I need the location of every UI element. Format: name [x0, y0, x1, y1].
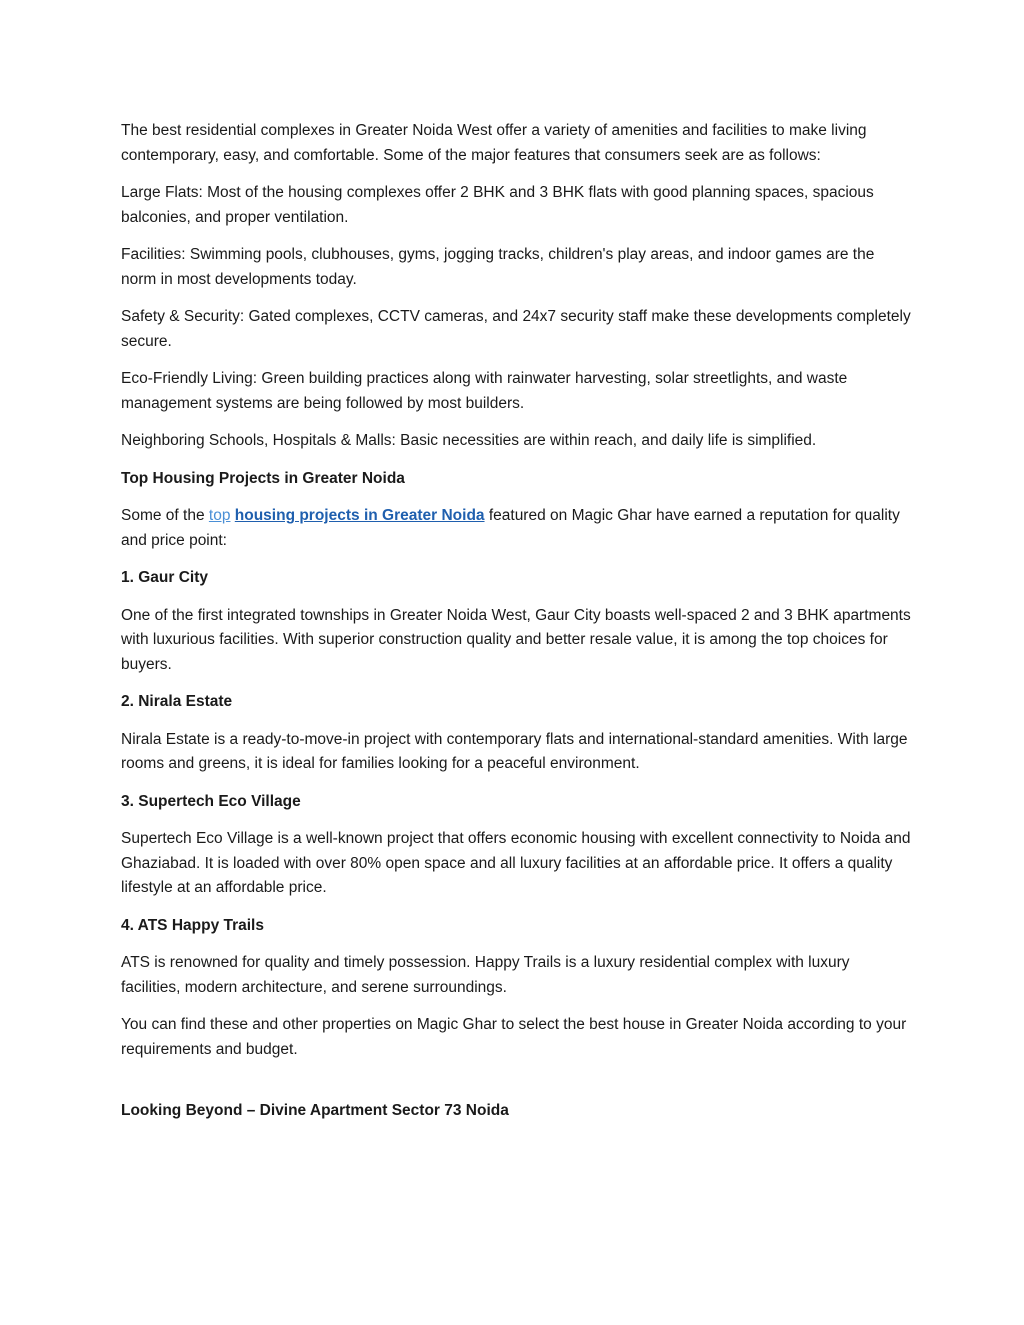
- feature-eco-friendly: Eco-Friendly Living: Green building practices along with rainwater harvesting, solar streetlights, and waste management systems are being followed by most builders.: [121, 370, 848, 412]
- document-page: [121, 119, 911, 1137]
- project-title-nirala-estate: 2. Nirala Estate: [121, 693, 233, 710]
- feature-large-flats: Large Flats: Most of the housing complexes offer 2 BHK and 3 BHK flats with good planning spaces, spacious balconies, and proper ventilation.: [121, 184, 874, 226]
- projects-intro-paragraph: [121, 504, 911, 553]
- project-body-gaur-city: One of the first integrated townships in Greater Noida West, Gaur City boasts well-spaced 2 and 3 BHK apartments with luxurious facilities. With superior construction quality and better resale value, it is among the top choices for buyers.: [121, 606, 911, 673]
- final-heading: Looking Beyond – Divine Apartment Sector 73 Noida: [121, 1102, 509, 1119]
- project-title-gaur-city: 1. Gaur City: [121, 569, 208, 586]
- closing-paragraph: You can find these and other properties on Magic Ghar to select the best house in Greater Noida according to your requirements and budget.: [121, 1016, 907, 1058]
- top-link[interactable]: top: [208, 507, 231, 524]
- intro-paragraph: The best residential complexes in Greater Noida West offer a variety of amenities and facilities to make living contemporary, easy, and comfortable. Some of the major features that consumers seek are as follows:: [121, 122, 867, 164]
- feature-facilities: Facilities: Swimming pools, clubhouses, gyms, jogging tracks, children's play areas, and indoor games are the norm in most developments today.: [121, 246, 875, 288]
- feature-safety-security: Safety & Security: Gated complexes, CCTV cameras, and 24x7 security staff make these developments completely secure.: [121, 308, 911, 350]
- projects-intro-before: Some of the: [121, 507, 209, 524]
- project-title-supertech-eco-village: 3. Supertech Eco Village: [121, 792, 301, 810]
- projects-intro-after: featured on Magic Ghar have earned a reputation for quality and price point:: [121, 507, 900, 549]
- housing-projects-link[interactable]: housing projects in Greater Noida: [234, 507, 485, 524]
- project-body-supertech-eco-village: Supertech Eco Village is a well-known project that offers economic housing with excellent connectivity to Noida and Ghaziabad. It is loaded with over 80% open space and all luxury facilities at an affordable price. It offers a quality lifestyle at an affordable price.: [121, 830, 911, 896]
- feature-neighboring-amenities: Neighboring Schools, Hospitals & Malls: Basic necessities are within reach, and daily life is simplified.: [121, 432, 817, 449]
- project-title-ats-happy-trails: 4. ATS Happy Trails: [121, 916, 264, 934]
- project-body-nirala-estate: Nirala Estate is a ready-to-move-in project with contemporary flats and international-standard amenities. With large rooms and greens, it is ideal for families looking for a peaceful environment.: [121, 730, 908, 772]
- project-body-ats-happy-trails: ATS is renowned for quality and timely possession. Happy Trails is a luxury residential complex with luxury facilities, modern architecture, and serene surroundings.: [121, 954, 850, 996]
- section-heading: Top Housing Projects in Greater Noida: [121, 469, 405, 487]
